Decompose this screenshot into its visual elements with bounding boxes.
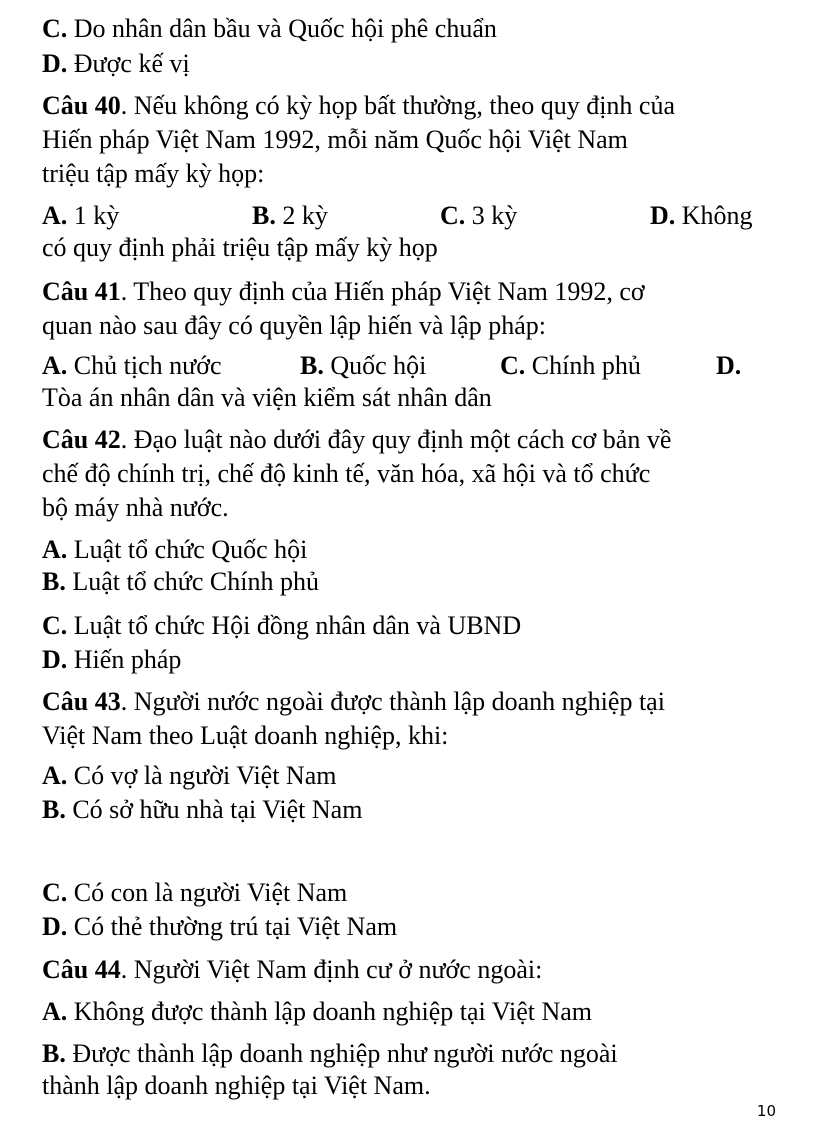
- q40-option-b: B. 2 kỳ: [252, 201, 328, 230]
- q44-option-b-cont: thành lập doanh nghiệp tại Việt Nam.: [42, 1071, 431, 1100]
- q42-stem-line3: bộ máy nhà nước.: [42, 493, 229, 522]
- q43-option-b: B. Có sở hữu nhà tại Việt Nam: [42, 795, 363, 824]
- q40-option-a: A. 1 kỳ: [42, 201, 120, 230]
- q40-option-c: C. 3 kỳ: [440, 201, 518, 230]
- q43-option-a: A. Có vợ là người Việt Nam: [42, 761, 337, 790]
- q39-option-d: D. Được kế vị: [42, 49, 190, 78]
- q40-option-d: D. Không: [650, 201, 753, 230]
- q41-stem-line1: Câu 41. Theo quy định của Hiến pháp Việt Nam 1992, cơ: [42, 277, 645, 306]
- q43-option-c: C. Có con là người Việt Nam: [42, 878, 348, 907]
- q44-option-b: B. Được thành lập doanh nghiệp như người nước ngoài: [42, 1039, 618, 1068]
- q41-option-d-cont: Tòa án nhân dân và viện kiểm sát nhân dân: [42, 383, 492, 412]
- q40-stem-line3: triệu tập mấy kỳ họp:: [42, 159, 265, 188]
- q42-option-c: C. Luật tổ chức Hội đồng nhân dân và UBND: [42, 611, 522, 640]
- q42-stem-line2: chế độ chính trị, chế độ kinh tế, văn hóa, xã hội và tổ chức: [42, 459, 651, 488]
- q39-option-c: C. Do nhân dân bầu và Quốc hội phê chuẩn: [42, 14, 497, 43]
- q43-option-d: D. Có thẻ thường trú tại Việt Nam: [42, 912, 398, 941]
- q41-option-d: D.: [716, 351, 742, 380]
- q42-option-b: B. Luật tổ chức Chính phủ: [42, 567, 319, 596]
- page-number: 10: [756, 1102, 776, 1120]
- q40-stem-line2: Hiến pháp Việt Nam 1992, mỗi năm Quốc hội Việt Nam: [42, 125, 628, 154]
- q44-option-a: A. Không được thành lập doanh nghiệp tại Việt Nam: [42, 997, 593, 1026]
- q41-stem-line2: quan nào sau đây có quyền lập hiến và lập pháp:: [42, 311, 546, 340]
- q40-stem-line1: Câu 40. Nếu không có kỳ họp bất thường, theo quy định của: [42, 91, 676, 120]
- q42-stem-line1: Câu 42. Đạo luật nào dưới đây quy định một cách cơ bản về: [42, 425, 672, 454]
- q44-stem-line1: Câu 44. Người Việt Nam định cư ở nước ngoài:: [42, 955, 543, 984]
- q40-option-d-cont: có quy định phải triệu tập mấy kỳ họp: [42, 233, 438, 262]
- q41-option-a: A. Chủ tịch nước: [42, 351, 222, 380]
- q43-stem-line2: Việt Nam theo Luật doanh nghiệp, khi:: [42, 721, 449, 750]
- q43-stem-line1: Câu 43. Người nước ngoài được thành lập doanh nghiệp tại: [42, 687, 665, 716]
- q42-option-d: D. Hiến pháp: [42, 645, 182, 674]
- q41-option-b: B. Quốc hội: [300, 351, 427, 380]
- q41-option-c: C. Chính phủ: [500, 351, 641, 380]
- q42-option-a: A. Luật tổ chức Quốc hội: [42, 535, 308, 564]
